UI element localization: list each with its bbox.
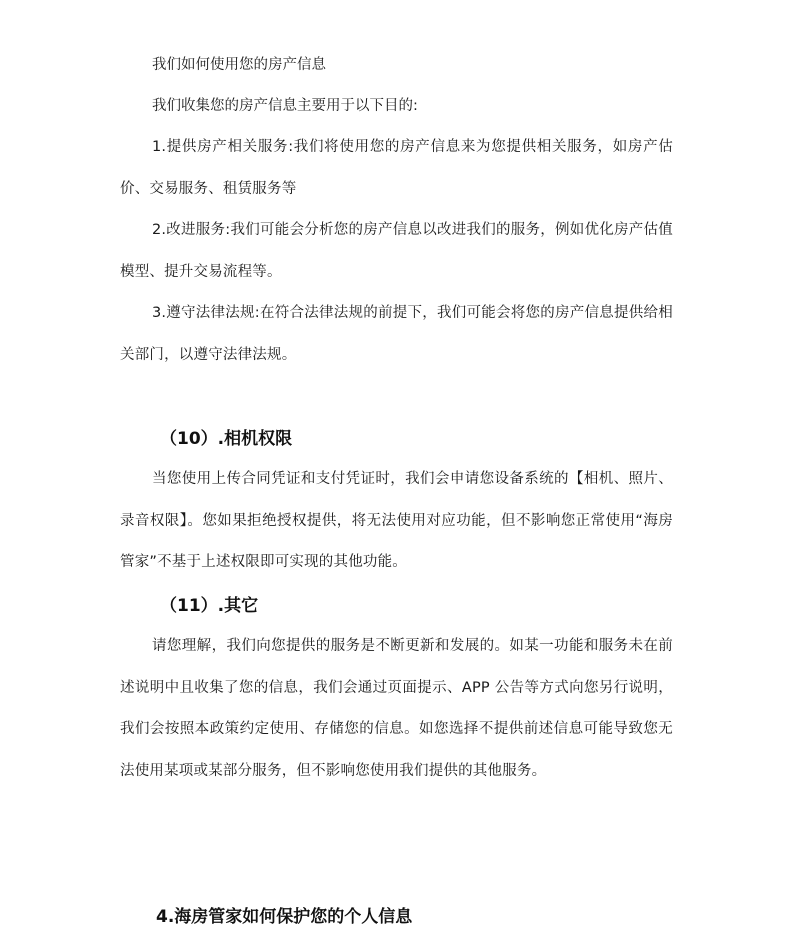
heading-protect-personal-info: 4.海房管家如何保护您的个人信息 xyxy=(156,907,413,927)
list-item-improve-services: 2.改进服务:我们可能会分析您的房产信息以改进我们的服务，例如优化房产估值模型、提升交易流程等。 xyxy=(120,222,673,280)
paragraph-camera-permission: 当您使用上传合同凭证和支付凭证时，我们会申请您设备系统的【相机、照片、录音权限】。您如果拒绝授权提供，将无法使用对应功能，但不影响您正常使用“海房管家”不基于上述权限即可实现的其他功能。 xyxy=(120,471,673,570)
list-item-provide-services: 1.提供房产相关服务:我们将使用您的房产信息来为您提供相关服务，如房产估价、交易服务、租赁服务等 xyxy=(120,139,673,197)
list-item-legal-compliance: 3.遵守法律法规:在符合法律法规的前提下，我们可能会将您的房产信息提供给相关部门，以遵守法律法规。 xyxy=(120,305,673,363)
heading-other: （11）.其它 xyxy=(160,596,259,616)
heading-camera-permission: （10）.相机权限 xyxy=(160,429,293,449)
paragraph-other: 请您理解，我们向您提供的服务是不断更新和发展的。如某一功能和服务未在前述说明中且收集了您的信息，我们会通过页面提示、APP 公告等方式向您另行说明，我们会按照本政策约定使用、存储您的信息。如您选择不提供前述信息可能导致您无法使用某项或某部分服务，但不影响您使用我们提供的其他服务。 xyxy=(120,638,673,779)
section-lead: 我们收集您的房产信息主要用于以下目的: xyxy=(152,98,418,114)
section-title-property-usage: 我们如何使用您的房产信息 xyxy=(152,57,326,73)
